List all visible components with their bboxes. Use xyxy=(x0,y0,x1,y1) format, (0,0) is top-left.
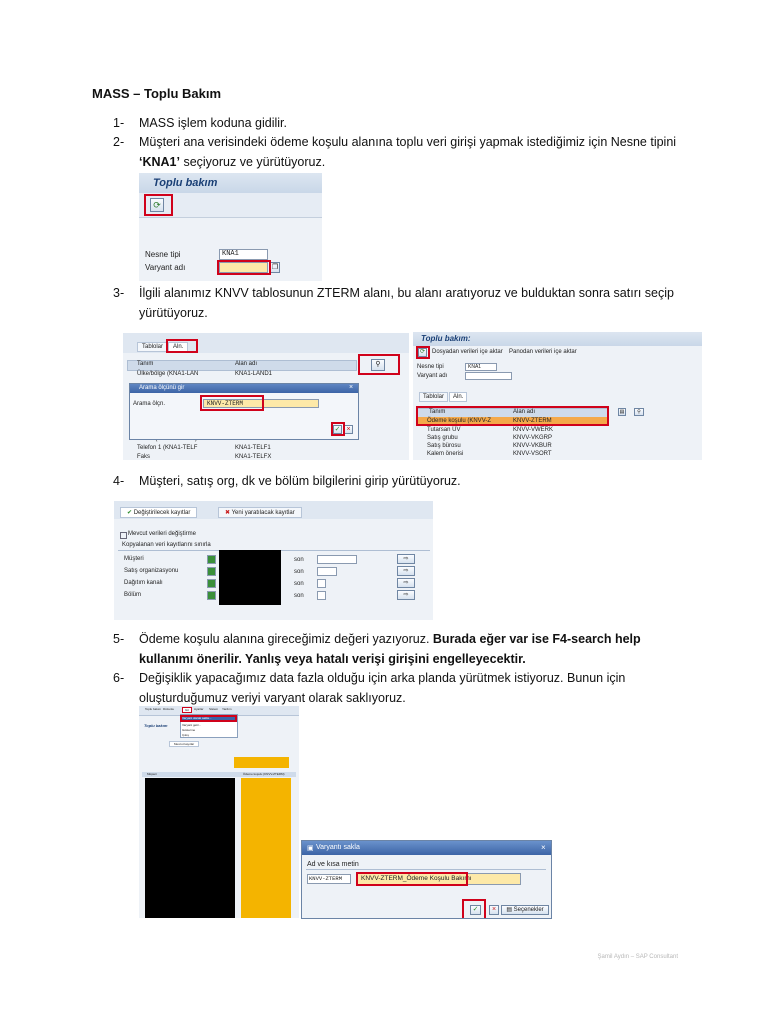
nesne-tipi-input[interactable]: KNA1 xyxy=(219,249,268,260)
column-alan-adi: Alan adı xyxy=(513,409,536,415)
row-alan[interactable]: KNVV-VSORT xyxy=(513,451,552,457)
row-alan[interactable]: KNA1-TELFX xyxy=(235,454,272,460)
options-button[interactable] xyxy=(501,905,549,915)
row-tanim[interactable]: Satış grubu xyxy=(427,435,458,441)
step-number: 3- xyxy=(113,286,125,300)
tab-existing-records[interactable]: Mevcut kayıtlar xyxy=(169,741,199,747)
screen-title: Toplu bakım xyxy=(144,723,168,728)
tab-label: Yeni yaratılacak kayıtlar xyxy=(231,510,295,516)
settings-icon[interactable]: ▤ xyxy=(619,409,625,415)
varyant-adi-input[interactable] xyxy=(465,372,512,380)
step-text-run: MASS işlem koduna gidilir. xyxy=(139,116,287,130)
column-tanim: Tanım xyxy=(137,361,154,367)
multiple-selection-icon[interactable]: ⇨ xyxy=(397,590,415,600)
step-text-run: İlgili alanımız KNVV tablosunun ZTERM alanı, bu alanı aratıyoruz ve bulduktan sonra satırı seçip yürütüyoruz. xyxy=(139,286,674,320)
step-text-run: Müşteri, satış org, dk ve bölüm bilgilerini girip yürütüyoruz. xyxy=(139,474,461,488)
row-alan[interactable]: KNVV-VWERK xyxy=(513,427,554,433)
menu-display[interactable]: Gösterme xyxy=(182,728,196,732)
window-icon: ▣ xyxy=(307,845,314,852)
son-label: son xyxy=(294,581,304,587)
check-icon: ✔ xyxy=(127,510,134,516)
section-label: Ad ve kısa metin xyxy=(307,861,359,868)
menu-item[interactable]: Düzenle xyxy=(163,707,175,711)
multiple-selection-icon[interactable]: ⇨ xyxy=(397,554,415,564)
son-label: son xyxy=(294,569,304,575)
step-number: 4- xyxy=(113,474,125,488)
dialog-close-icon[interactable]: × xyxy=(541,843,546,852)
highlight-execute xyxy=(144,194,173,216)
screen-title: Toplu bakım xyxy=(153,177,218,189)
menu-item[interactable]: Toplu bakım xyxy=(145,707,162,711)
step-text-run: Değişiklik yapacağımız data fazla olduğu için arka planda yürütmek istiyoruz. Bunun için oluşturduğumuz veriyi varyant olarak saklıyoruz. xyxy=(139,671,626,705)
highlight-save-as-variant xyxy=(180,715,237,722)
document-title: MASS – Toplu Bakım xyxy=(92,86,222,101)
column-alan-adi: Alan adı xyxy=(235,361,258,367)
multiple-selection-icon[interactable]: ⇨ xyxy=(397,578,415,588)
tab-changed-records[interactable] xyxy=(120,507,197,518)
row-alan[interactable]: KNVV-VKBUR xyxy=(513,443,552,449)
nesne-tipi-label: Nesne tipi xyxy=(145,250,181,259)
menu-item[interactable]: Yardım xyxy=(222,707,232,711)
row-alan[interactable]: KNVV-VKGRP xyxy=(513,435,553,441)
variant-lookup-icon[interactable]: ❐ xyxy=(271,264,279,271)
row-label-musteri: Müşteri xyxy=(124,556,144,562)
tab-new-records[interactable] xyxy=(218,507,302,518)
step-text xyxy=(139,629,679,669)
tab-alan[interactable]: Aln. xyxy=(168,342,188,352)
nesne-tipi-label: Nesne tipi xyxy=(417,364,444,370)
multiple-selection-icon[interactable]: ⇨ xyxy=(397,566,415,576)
musteri-from-input[interactable] xyxy=(207,555,216,564)
row-label-dagitim: Dağıtım kanalı xyxy=(124,580,163,586)
row-tanim[interactable]: Ülke/bölge (KNA1-LAN xyxy=(137,371,199,377)
options-icon: ▤ xyxy=(506,907,514,913)
import-file-option[interactable]: Dosyadan verileri içe aktar xyxy=(432,349,503,355)
row-tanim[interactable]: Telefon 1 (KNA1-TELF xyxy=(137,445,198,451)
variant-text-input[interactable]: KNVV-ZTERM_Ödeme Koşulu Bakımı xyxy=(357,873,521,885)
menu-get-variant[interactable]: Varyant getir... xyxy=(182,723,202,727)
footer-author: Şamil Aydın – SAP Consultant xyxy=(597,954,678,960)
step-number: 2- xyxy=(113,135,125,149)
nesne-tipi-input[interactable]: KNA1 xyxy=(465,363,497,371)
step-number: 1- xyxy=(113,116,125,130)
import-clipboard-option[interactable]: Panodan verileri içe aktar xyxy=(509,349,577,355)
musteri-to-input[interactable] xyxy=(317,555,357,564)
tab-label: Değiştirilecek kayıtlar xyxy=(133,510,191,516)
tab-alan[interactable]: Aln. xyxy=(449,392,467,402)
menu-item[interactable]: Ayarlar xyxy=(194,707,204,711)
column-tanim: Tanım xyxy=(429,409,446,415)
highlight-execute xyxy=(416,346,430,359)
dialog-search-label: Arama ölçn. xyxy=(133,401,166,407)
cross-icon: ✖ xyxy=(225,510,232,516)
row-label-satis-org: Satış organizasyonu xyxy=(124,568,179,574)
row-label-bolum: Bölüm xyxy=(124,592,142,598)
screenshot-data-list xyxy=(139,706,299,918)
step-text xyxy=(139,283,679,323)
dagitim-to-input[interactable] xyxy=(317,579,326,588)
step-text-run: Müşteri ana verisindeki ödeme koşulu alanına toplu veri girişi yapmak istediğimiz için Nesne tipini xyxy=(139,135,677,149)
step-number: 6- xyxy=(113,671,125,685)
satis-org-from-input[interactable] xyxy=(207,567,216,576)
highlight-dialog-input xyxy=(200,395,264,411)
screen-title: Toplu bakım: xyxy=(421,334,471,343)
step-text xyxy=(139,113,679,133)
step-text-run: Ödeme koşulu alanına gireceğimiz değeri yazıyoruz. xyxy=(139,632,433,646)
step-text xyxy=(139,471,679,491)
highlight-selected-row xyxy=(416,406,609,426)
redacted-customer-data xyxy=(145,778,235,918)
step-text-bold: Burada eğer var ise F4-search help kullanımı önerilir. Yanlış veya hatalı verişi girişini engelleyecektir. xyxy=(139,632,641,666)
confirm-button[interactable]: ✓ xyxy=(470,905,481,915)
menu-exit[interactable]: Çıkış xyxy=(182,733,189,737)
row-alan[interactable]: KNA1-LAND1 xyxy=(235,371,273,377)
checkbox[interactable] xyxy=(120,532,127,539)
search-binoculars-icon[interactable]: ⚲ xyxy=(371,359,385,371)
screenshot-toplu-bakim xyxy=(139,173,322,281)
step-text-bold: ‘KNA1’ xyxy=(139,155,180,169)
highlight-search-button xyxy=(358,354,400,375)
row-tanim[interactable]: Kalem önerisi xyxy=(427,451,464,457)
dialog-confirm-button[interactable]: ✓ xyxy=(334,426,341,433)
highlight-confirm-button xyxy=(331,422,345,436)
menu-item[interactable]: Git xyxy=(182,707,192,713)
variant-name-input[interactable]: KNVV-ZTERM xyxy=(307,874,351,884)
dialog-search-input[interactable]: KNVV-ZTERM xyxy=(203,399,319,408)
column-odeme-kosulu: Ödeme koşulu (KNVV-ZTERM) xyxy=(243,772,285,776)
step-text xyxy=(139,668,679,708)
section-label: Kopyalanan veri kayıtlarını sınırla xyxy=(122,542,211,548)
dialog-title: Varyantı sakla xyxy=(316,844,360,851)
tab-tablolar[interactable]: Tablolar xyxy=(419,392,448,402)
bolum-from-input[interactable] xyxy=(207,591,216,600)
options-label: Seçenekler xyxy=(513,907,544,913)
screenshot-field-search xyxy=(123,333,409,460)
cancel-button[interactable]: × xyxy=(489,905,499,915)
row-tanim[interactable]: Faks xyxy=(137,454,151,460)
column-musteri: Müşteri xyxy=(147,772,157,776)
highlight-varyant xyxy=(217,260,271,275)
screenshot-selection-criteria xyxy=(114,501,433,620)
step-number: 5- xyxy=(113,632,125,646)
menu-save-as-variant[interactable]: Varyant olarak sakla... xyxy=(181,716,237,720)
dialog-close-icon[interactable]: × xyxy=(349,384,354,391)
step-text-run: seçiyoruz ve yürütüyoruz. xyxy=(179,155,326,169)
tab-tablolar[interactable]: Tablolar xyxy=(137,342,168,352)
varyant-adi-label: Varyant adı xyxy=(145,263,186,272)
highlight-tab-alan xyxy=(166,339,198,353)
row-tanim[interactable]: Ödeme koşulu (KNVV-Z xyxy=(427,418,492,424)
dagitim-from-input[interactable] xyxy=(207,579,216,588)
row-tanim[interactable]: Satış bürosu xyxy=(427,443,461,449)
menu-item[interactable]: Sistem xyxy=(209,707,219,711)
varyant-adi-label: Varyant adı xyxy=(417,373,448,379)
step-text xyxy=(139,132,679,172)
payment-term-column xyxy=(241,778,291,918)
header-field xyxy=(234,757,289,768)
execute-button[interactable]: ⟳ xyxy=(419,349,426,355)
screenshot-field-selected xyxy=(413,332,702,460)
screenshot-save-variant xyxy=(301,840,552,919)
checkbox-label: Mevcut verileri değiştirme xyxy=(128,531,197,537)
row-tanim[interactable]: Tutarsan ÜV xyxy=(427,427,461,433)
highlight-confirm-button xyxy=(462,899,486,919)
redacted-values xyxy=(219,550,281,605)
row-alan[interactable]: KNVV-ZTERM xyxy=(513,418,552,424)
son-label: son xyxy=(294,557,304,563)
execute-button[interactable]: ⟳ xyxy=(150,198,164,212)
bolum-to-input[interactable] xyxy=(317,591,326,600)
son-label: son xyxy=(294,593,304,599)
section-divider xyxy=(306,869,546,870)
dialog-title: Arama ölçünü gir xyxy=(139,385,185,391)
highlight-text-input xyxy=(356,872,468,886)
row-alan[interactable]: KNA1-TELF1 xyxy=(235,445,271,451)
dialog-cancel-button[interactable]: × xyxy=(344,425,353,434)
search-binoculars-icon[interactable]: ⚲ xyxy=(634,408,644,416)
satis-org-to-input[interactable] xyxy=(317,567,337,576)
